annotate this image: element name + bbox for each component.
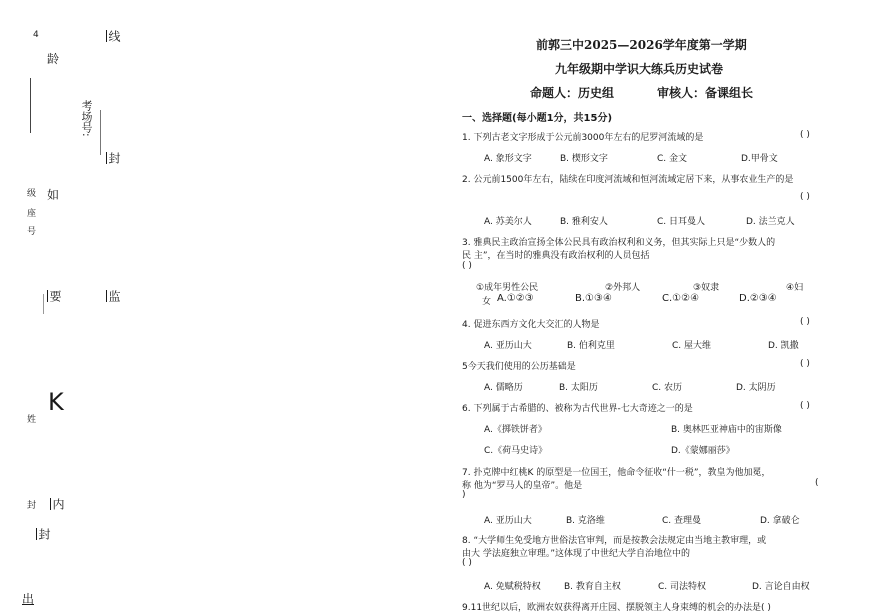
option-d: D. 法兰克人	[746, 217, 795, 227]
margin-dotted-line	[43, 294, 44, 314]
answer-bracket: ( )	[800, 401, 810, 411]
choice-item-2: ②外邦人	[605, 283, 641, 293]
answer-bracket-open: (	[815, 478, 819, 488]
option-d: D. 拿破仑	[760, 516, 800, 526]
exam-school-title: 前郭三中2025—2026学年度第一学期	[536, 38, 747, 52]
option-a: A. 亚历山大	[484, 341, 532, 351]
choice-item-3: ③奴隶	[693, 283, 720, 293]
margin-inside-label: 内	[51, 498, 65, 510]
option-c: C. 查理曼	[662, 516, 702, 526]
exam-room-label: 考场号:	[80, 100, 93, 137]
question-stem: 6. 下列属于古希腊的、被称为古代世界-七大奇迹之一的是	[462, 404, 693, 414]
option-c: C. 屋大维	[672, 341, 712, 351]
option-c: C. 农历	[652, 383, 683, 393]
choice-item-4: ④妇	[786, 283, 804, 293]
answer-bracket: ( )	[800, 130, 810, 140]
option-b: B. 克洛维	[566, 516, 605, 526]
option-b: B. 伯利克里	[567, 341, 615, 351]
answer-bracket: ( )	[800, 192, 810, 202]
margin-binding-line	[30, 78, 31, 133]
question-stem-line2: 称 他为“罗马人的皇帝”。他是	[462, 481, 583, 491]
margin-class-label: 级	[25, 188, 35, 197]
margin-small-seal: 封	[25, 500, 35, 509]
answer-bracket: ( )	[462, 261, 472, 271]
question-stem-line1: 8. “大学师生免受地方世俗法官审判，而是按教会法规定由当地主教审理，或	[462, 536, 767, 546]
question-stem-line2: 民 主”，在当时的雅典没有政治权利的人员包括	[462, 251, 650, 261]
exam-author: 命题人：历史组	[530, 86, 615, 100]
margin-line-label: 线	[107, 30, 121, 42]
choice-item-4-continued: 女	[482, 297, 492, 307]
option-b: B.①③④	[575, 293, 612, 304]
margin-mark-4: 4	[33, 30, 39, 40]
option-a: A. 象形文字	[484, 154, 532, 164]
exam-subtitle: 九年级期中学识大练兵历史试卷	[555, 62, 724, 76]
option-b: B. 教育自主权	[564, 582, 621, 592]
option-d: D.②③④	[739, 293, 777, 304]
answer-bracket: ( )	[800, 359, 810, 369]
option-d: D.《蒙娜丽莎》	[671, 446, 735, 456]
margin-char-ru: 如	[47, 188, 60, 202]
option-a: A. 儒略历	[484, 383, 523, 393]
question-stem-line2: 由大 学法庭独立审理。”这体现了中世纪大学自治地位中的	[462, 549, 691, 559]
question-stem-line1: 3. 雅典民主政治宣扬全体公民具有政治权利和义务，但其实际上只是“少数人的	[462, 238, 776, 248]
option-a: A. 免赋税特权	[484, 582, 541, 592]
margin-proctor-label: 监	[107, 290, 121, 302]
margin-seat-label: 座	[25, 208, 35, 217]
question-stem: 9.11世纪以后，欧洲农奴获得离开庄园、摆脱领主人身束缚的机会的办法是( )	[462, 603, 771, 613]
answer-bracket: ( )	[462, 558, 472, 568]
answer-bracket-close: )	[462, 490, 466, 500]
question-stem: 4. 促进东西方文化大交汇的人物是	[462, 320, 600, 330]
margin-letter-k: K	[48, 388, 64, 416]
option-d: D. 言论自由权	[752, 582, 810, 592]
option-b: B. 太阳历	[559, 383, 598, 393]
option-c: C.《荷马史诗》	[484, 446, 548, 456]
option-b: B. 奥林匹亚神庙中的宙斯像	[671, 425, 782, 435]
question-stem: 1. 下列古老文字形成于公元前3000年左右的尼罗河流域的是	[462, 133, 704, 143]
answer-bracket: ( )	[800, 317, 810, 327]
section-heading-choice: 一、选择题(每小题1分，共15分)	[462, 113, 613, 124]
option-b: B. 雅利安人	[560, 217, 608, 227]
margin-seal-lower: 封	[37, 528, 51, 540]
margin-name-label: 姓	[25, 414, 35, 423]
option-a: A. 苏美尔人	[484, 217, 532, 227]
option-c: C.①②④	[662, 293, 700, 304]
option-d: D. 太阴历	[736, 383, 776, 393]
option-b: B. 楔形文字	[560, 154, 608, 164]
option-c: C. 司法特权	[658, 582, 707, 592]
question-stem: 5今天我们使用的公历基础是	[462, 362, 576, 372]
margin-char-chu: 出	[22, 592, 35, 606]
question-stem-line1: 7. 扑克牌中红桃K 的原型是一位国王，他命令征收“什一税”，教皇为他加冕，	[462, 468, 771, 478]
exam-reviewer: 审核人：备课组长	[657, 86, 754, 100]
margin-char-yao: 要	[48, 290, 62, 302]
option-c: C. 金文	[657, 154, 688, 164]
option-d: D. 凯撒	[768, 341, 799, 351]
question-stem: 2. 公元前1500年左右，陆续在印度河流域和恒河流域定居下来，从事农业生产的是	[462, 175, 794, 185]
margin-number-label: 号	[25, 226, 35, 235]
exam-room-line	[100, 110, 101, 155]
option-a: A.《掷铁饼者》	[484, 425, 547, 435]
choice-item-1: ①成年男性公民	[476, 283, 539, 293]
option-c: C. 日耳曼人	[657, 217, 706, 227]
option-a: A.①②③	[497, 293, 534, 304]
option-a: A. 亚历山大	[484, 516, 532, 526]
margin-seal-label: 封	[107, 152, 121, 164]
option-d: D.甲骨文	[741, 154, 778, 164]
margin-char-ling: 龄	[47, 52, 60, 66]
